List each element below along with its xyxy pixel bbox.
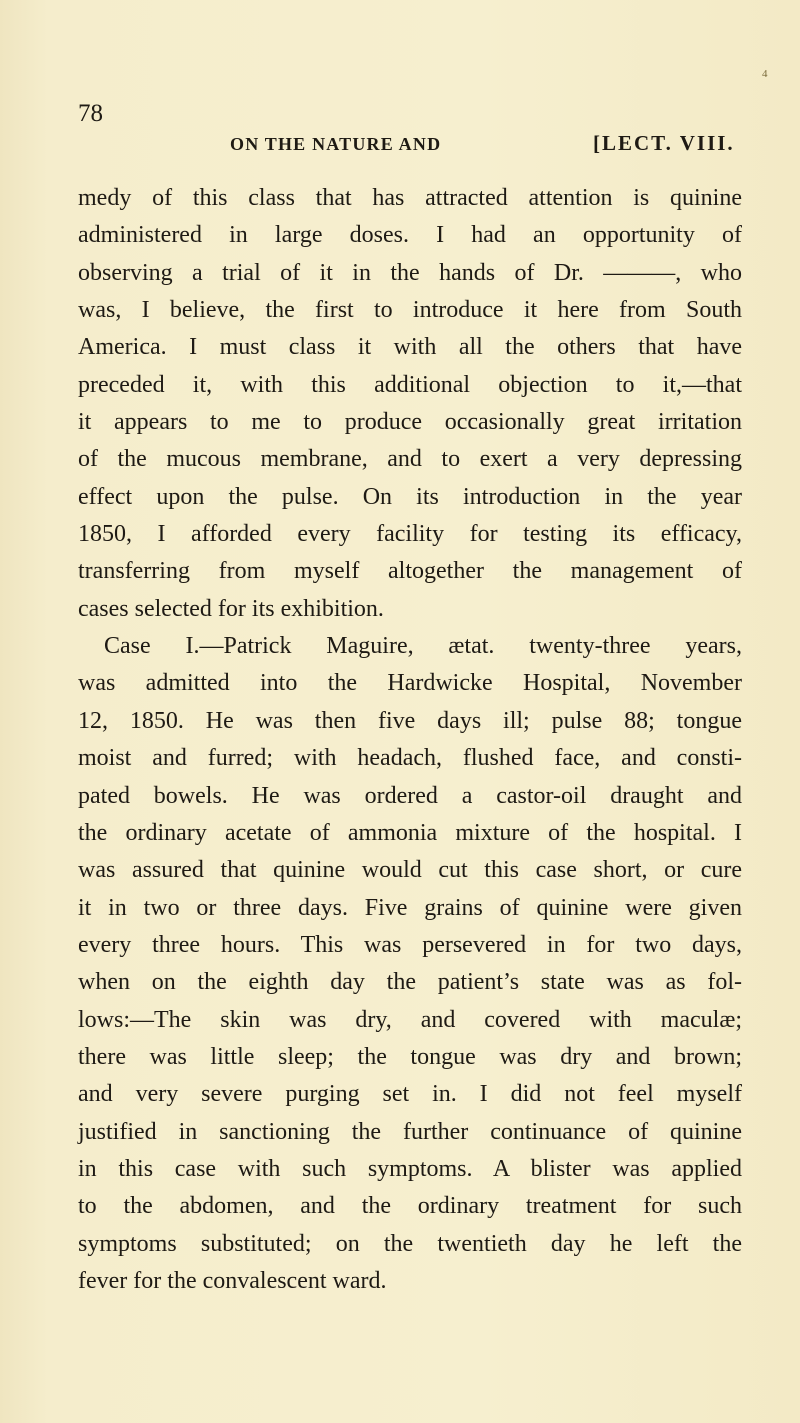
text-line: of the mucous membrane, and to exert a very depressing	[78, 446, 742, 473]
text-line: justified in sanctioning the further continuance of quinine	[78, 1118, 742, 1145]
text-line: was, I believe, the first to introduce it here from South	[78, 297, 742, 324]
lecture-section: [LECT. VIII.	[593, 131, 735, 155]
text-line: 12, 1850. He was then five days ill; pulse 88; tongue	[78, 707, 742, 734]
text-line: was assured that quinine would cut this case short, or cure	[78, 857, 742, 884]
text-line: the ordinary acetate of ammonia mixture of the hospital. I	[78, 819, 742, 846]
running-title: ON THE NATURE AND	[230, 134, 442, 154]
text-line: fever for the convalescent ward.	[78, 1267, 387, 1294]
case-heading-line: Case I.—Patrick Maguire, ætat. twenty-three years,	[104, 633, 742, 660]
text-line: pated bowels. He was ordered a castor-oil draught and	[78, 782, 742, 809]
text-line: America. I must class it with all the others that have	[78, 334, 742, 361]
text-line: medy of this class that has attracted attention is quinine	[78, 185, 742, 211]
text-line: cases selected for its exhibition.	[78, 595, 384, 622]
text-line: in this case with such symptoms. A blister was applied	[78, 1155, 742, 1182]
text-line: there was little sleep; the tongue was dry and brown;	[78, 1043, 742, 1070]
text-line: preceded it, with this additional objection to it,—that	[78, 371, 742, 398]
text-line: was admitted into the Hardwicke Hospital, November	[78, 670, 742, 697]
text-line: transferring from myself altogether the management of	[78, 558, 742, 585]
text-line: 1850, I afforded every facility for testing its efficacy,	[78, 521, 742, 548]
text-line: every three hours. This was persevered in for two days,	[78, 931, 742, 958]
body-text	[78, 180, 742, 1300]
text-line: administered in large doses. I had an opportunity of	[78, 222, 742, 249]
text-line: observing a trial of it in the hands of Dr. ———, who	[78, 259, 742, 286]
text-line: and very severe purging set in. I did not feel myself	[78, 1081, 742, 1108]
text-line: it in two or three days. Five grains of quinine were given	[78, 894, 742, 921]
text-line: moist and furred; with headach, flushed face, and consti-	[78, 745, 742, 772]
text-line: to the abdomen, and the ordinary treatment for such	[78, 1193, 742, 1220]
text-line: symptoms substituted; on the twentieth day he left the	[78, 1230, 742, 1257]
text-line: effect upon the pulse. On its introduction in the year	[78, 483, 742, 510]
text-line: when on the eighth day the patient’s state was as fol-	[78, 969, 742, 996]
text-line: lows:—The skin was dry, and covered with maculæ;	[78, 1006, 742, 1033]
page-number: 78	[78, 100, 103, 127]
corner-mark: 4	[762, 68, 768, 80]
text-line: it appears to me to produce occasionally great irritation	[78, 409, 742, 436]
